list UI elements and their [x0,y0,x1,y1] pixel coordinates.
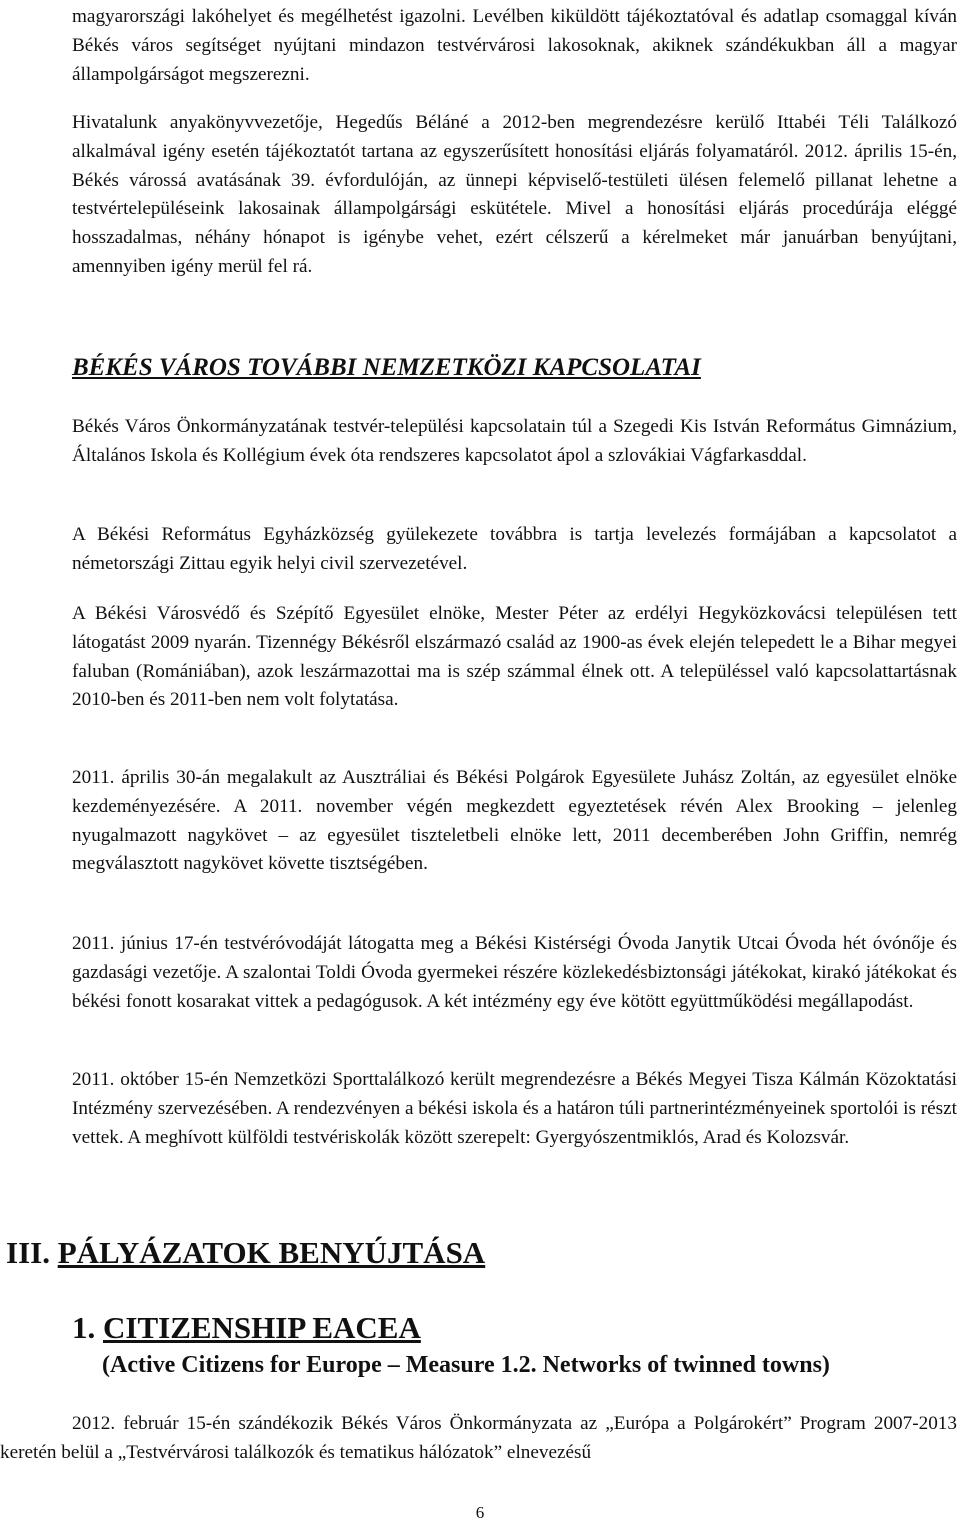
subsection-detail: (Active Citizens for Europe – Measure 1.2. Networks of twinned towns) [102,1352,830,1378]
subsection-title: CITIZENSHIP EACEA [103,1310,421,1345]
chapter-title: PÁLYÁZATOK BENYÚJTÁSA [57,1235,486,1270]
page-number: 6 [475,1503,485,1522]
paragraph-australian-association: 2011. április 30-án megalakult az Ausztráliai és Békési Polgárok Egyesülete Juhász Zoltán, az egyesület elnöke kezdeményezésére. A 2011. november végén megkezdett egyeztetések révén Alex Brooking – jelenleg nyugalmazott nagykövet – az egyesület tiszteletbeli elnöke lett, 2011 decemberében John Griffin, nemrég megválasztott nagykövet követte tisztségében. [72,767,957,875]
paragraph-church-relations: A Békési Református Egyházközség gyülekezete továbbra is tartja levelezés formájában a kapcsolatot a németországi Zittau egyik helyi civil szervezetével. [72,524,957,574]
paragraph-application: 2012. február 15-én szándékozik Békés Város Önkormányzata az „Európa a Polgárokért” Program 2007-2013 keretén belül a „Testvérvárosi találkozók és tematikus hálózatok” elnevezésű [0,1413,957,1463]
paragraph-school-relations: Békés Város Önkormányzatának testvér-települési kapcsolatain túl a Szegedi Kis István Református Gimnázium, Általános Iskola és Kollégium évek óta rendszeres kapcsolatot ápol a szlovákiai Vágfarkasddal. [72,416,957,466]
paragraph-kindergarten-visit: 2011. június 17-én testvéróvodáját látogatta meg a Békési Kistérségi Óvoda Janytik Utcai Óvoda hét óvónője és gazdasági vezetője. A szalontai Toldi Óvoda gyermekei részére közlekedésbiztonsági játékokat, kirakó játékokat és békési fonott kosarakat vittek a pedagógusok. A két intézmény egy éve kötött együttműködési megállapodást. [72,933,957,1012]
subsection-number: 1. [72,1310,96,1345]
chapter-heading [6,1233,485,1273]
chapter-number: III. [6,1235,50,1270]
paragraph-registrar: Hivatalunk anyakönyvvezetője, Hegedűs Béláné a 2012-ben megrendezésre kerülő Ittabéi Téli Találkozó alkalmával igény esetén tájékoztatót tartana az egyszerűsített honosítási eljárás folyamatáról. 2012. április 15-én, Békés várossá avatásának 39. évfordulóján, az ünnepi képviselő-testületi ülésen felemelő pillanat lehetne a testvértelepüléseink lakosainak állampolgársági eskütétele. Mivel a honosítási eljárás procedúrája eléggé hosszadalmas, néhány hónapot is igénybe vehet, ezért célszerű a kérelmeket már januárban benyújtani, amennyiben igény merül fel rá. [72,112,957,277]
subsection-heading [72,1308,421,1348]
paragraph-heritage-society: A Békési Városvédő és Szépítő Egyesület elnöke, Mester Péter az erdélyi Hegyközkovácsi településen tett látogatást 2009 nyarán. Tizennégy Békésről elszármazó család az 1900-as évek elején telepedett le a Bihar megyei faluban (Romániában), azok leszármazottai ma is szép számmal élnek ott. A településsel való kapcsolattartásnak 2010-ben és 2011-ben nem volt folytatása. [72,603,957,711]
paragraph-citizenship-info: magyarországi lakóhelyet és megélhetést igazolni. Levélben kiküldött tájékoztatóval és adatlap csomaggal kíván Békés város segítséget nyújtani mindazon testvérvárosi lakosoknak, akiknek szándékukban áll a magyar állampolgárságot megszerezni. [72,6,957,85]
paragraph-sports-meeting: 2011. október 15-én Nemzetközi Sporttalálkozó került megrendezésre a Békés Megyei Tisza Kálmán Közoktatási Intézmény szervezésében. A rendezvényen a békési iskola és a határon túli partnerintézményeinek sportolói is részt vettek. A meghívott külföldi testvériskolák között szerepelt: Gyergyószentmiklós, Arad és Kolozsvár. [72,1069,957,1148]
section-heading-international-relations: BÉKÉS VÁROS TOVÁBBI NEMZETKÖZI KAPCSOLATAI [72,354,701,381]
